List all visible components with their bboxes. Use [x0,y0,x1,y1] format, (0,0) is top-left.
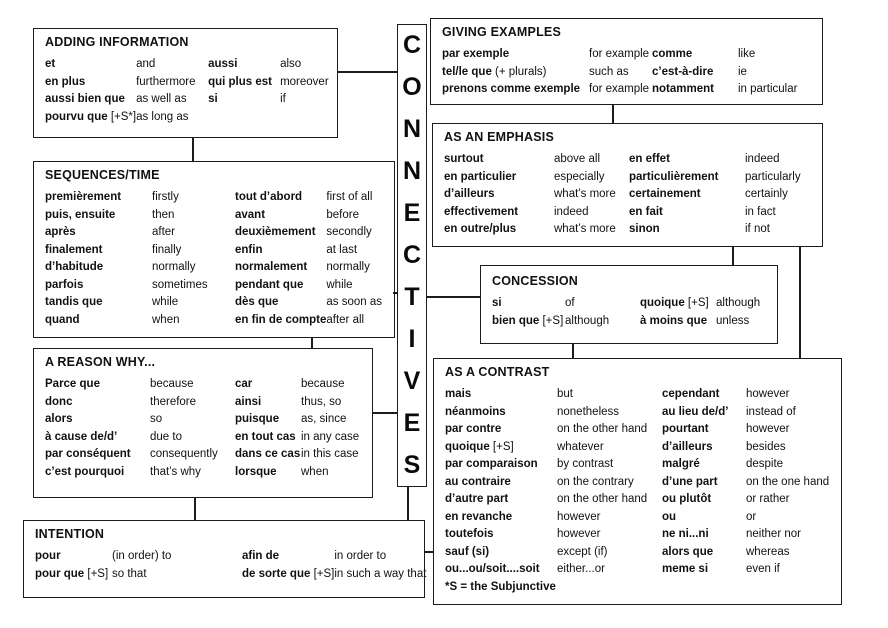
box-title: AS AN EMPHASIS [444,130,554,144]
english-translation: on the contrary [557,475,634,488]
french-term: prenons comme exemple [442,83,581,95]
vocab-row [492,313,760,331]
grammar-note: (+ plurals) [495,65,547,78]
english-translation: certainly [745,188,788,200]
english-translation: in such a way that [334,567,427,580]
english-translation: however [557,510,601,523]
french-term: meme si [662,563,709,575]
french-term: en fait [629,205,663,218]
french-term: à moins que [640,314,708,327]
french-term: parfois [45,278,84,291]
connector-line [338,71,397,73]
french-term: quoique [+S] [640,297,709,309]
french-term: ainsi [235,395,262,408]
french-term [662,579,746,597]
vocab-row [445,456,829,474]
english-translation: firstly [152,191,179,203]
connector-line [407,487,409,520]
connectives-letter: N [402,115,422,144]
connector-line [311,338,313,348]
vocab-row [45,242,382,260]
french-term: ou...ou/soit....soit [445,563,540,575]
english-translation: of [565,297,575,309]
french-term: bien que [+S] [492,314,564,327]
french-term: si [492,297,502,309]
french-term: aussi [208,58,238,70]
english-translation: but [557,388,573,400]
english-translation: so [150,413,163,425]
english-translation: however [557,528,601,540]
vocab-row [45,312,382,330]
vocab-row [444,169,801,187]
vocab-table [492,295,760,330]
french-term: premièrement [45,191,122,203]
connector-line [194,498,196,520]
english-translation: sometimes [152,278,208,291]
vocab-row [442,81,797,99]
vocab-row [45,429,359,447]
vocab-row [45,464,359,482]
french-term: pourtant [662,423,709,435]
grammar-note: [+S] [687,297,709,309]
vocab-row [444,204,801,222]
english-translation: whatever [557,440,604,453]
english-translation: so that [112,567,147,580]
english-translation: on the one hand [746,475,830,488]
french-term: d’habitude [45,261,104,273]
french-term: d’ailleurs [444,188,495,200]
french-term: tout d’abord [235,191,303,203]
french-term: au lieu de/d’ [662,405,729,418]
french-term: en plus [45,75,86,88]
vocab-row [445,561,829,579]
english-translation: despite [746,458,784,470]
english-translation: if not [745,223,770,235]
english-translation: although [565,314,610,327]
english-translation: on the other hand [557,423,648,435]
connector-line [192,138,194,161]
french-term: par conséquent [45,448,131,460]
vocab-row [445,474,829,492]
box-title: INTENTION [35,527,105,541]
english-translation: if [280,93,286,105]
french-term: sauf (si) [445,545,490,558]
english-translation: either...or [557,563,605,575]
french-term: en outre/plus [444,223,517,235]
english-translation [280,109,329,127]
connectives-letter: N [402,157,422,186]
english-translation: whereas [746,545,790,558]
grammar-note: [+S*] [110,110,137,123]
vocab-row [45,446,359,464]
french-term: d’ailleurs [662,440,713,453]
vocab-row [35,548,426,566]
english-translation: finally [152,243,182,256]
english-translation: consequently [150,448,218,460]
english-translation: ie [738,65,747,78]
english-translation: especially [554,170,605,183]
connectives-letter: C [402,31,422,60]
vocab-row [45,376,359,394]
box-reason-why [33,348,373,498]
english-translation: however [746,388,790,400]
french-term: pourvu que [+S*] [45,110,137,123]
center-connectives-box [397,24,427,487]
english-translation: thus, so [301,395,342,408]
connectives-letter: V [403,366,421,395]
connectives-letter: E [403,408,421,437]
vocab-row [445,439,829,457]
vocab-row [445,544,829,562]
english-translation: or [746,510,757,523]
french-term: Parce que [45,378,100,390]
french-term: effectivement [444,205,519,218]
french-term: alors que [662,545,714,558]
connector-line [373,412,397,414]
french-term: deuxièmement [235,226,316,238]
french-term: enfin [235,243,263,256]
french-term: mais [445,388,472,400]
english-translation: while [152,296,179,308]
grammar-note: [+S] [87,567,109,580]
french-term: puis, ensuite [45,208,116,221]
box-title: A REASON WHY... [45,355,156,369]
french-term: par contre [445,423,502,435]
french-term: néanmoins [445,405,506,418]
vocab-row [45,294,382,312]
english-translation: however [746,423,790,435]
french-term [208,109,280,127]
vocab-table [35,548,426,583]
french-term: quoique [+S] [445,440,514,453]
french-term: aussi bien que [45,93,125,105]
french-term: afin de [242,550,280,562]
french-term: dans ce cas [235,448,301,460]
french-term: lorsque [235,465,277,478]
grammar-note: [+S] [492,440,514,453]
english-translation: or rather [746,493,790,505]
english-translation: as, since [301,413,347,425]
vocab-row [45,277,382,295]
vocab-row [45,109,329,127]
grammar-note: [+S] [313,567,335,580]
french-term: donc [45,395,73,408]
vocab-row [445,579,829,597]
vocab-table [45,56,329,126]
vocab-row [442,64,797,82]
english-translation: at last [326,243,358,256]
french-term: malgré [662,458,700,470]
english-translation: in this case [301,448,359,460]
english-translation: particularly [745,170,801,183]
english-translation: after [152,226,176,238]
connector-line [393,292,398,294]
english-translation: normally [326,261,370,273]
connector-line [572,344,574,358]
french-term: puisque [235,413,280,425]
vocab-row [445,386,829,404]
connectives-letter: S [403,450,421,479]
english-translation: indeed [554,205,589,218]
english-translation: due to [150,430,182,443]
box-title: AS A CONTRAST [445,365,550,379]
french-term: par exemple [442,48,510,60]
french-term: toutefois [445,528,494,540]
english-translation: furthermore [136,75,196,88]
english-translation: therefore [150,395,197,408]
english-translation: unless [716,314,750,327]
french-term: ou [662,510,677,523]
french-term: c’est pourquoi [45,465,125,478]
vocab-row [445,509,829,527]
box-adding-information [33,28,338,138]
box-as-a-contrast [433,358,842,605]
english-translation: because [150,378,194,390]
connectives-letter: T [404,282,420,311]
english-translation: although [716,297,761,309]
french-term: notamment [652,83,714,95]
connector-line [425,551,434,553]
french-term: ne ni...ni [662,528,709,540]
english-translation: even if [746,563,780,575]
box-title: CONCESSION [492,274,579,288]
english-translation: for example [589,48,650,60]
english-translation: indeed [745,153,780,165]
english-translation: nonetheless [557,405,620,418]
connector-line [732,247,734,265]
english-translation: as long as [136,110,189,123]
english-translation: in any case [301,430,360,443]
english-translation: in order to [334,550,387,562]
english-translation: such as [589,65,629,78]
english-translation: after all [326,313,365,326]
english-translation: in fact [745,205,776,218]
vocab-row [445,421,829,439]
french-term: au contraire [445,475,511,488]
english-translation [557,579,662,597]
french-term: en fin de compte [235,313,327,326]
french-term: dès que [235,296,279,308]
french-term: c’est-à-dire [652,65,714,78]
english-translation: what’s more [554,223,616,235]
french-term: comme [652,48,693,60]
english-translation: what’s more [554,188,616,200]
english-translation: moreover [280,75,329,88]
english-translation: before [326,208,359,221]
english-translation: in particular [738,83,798,95]
box-title: GIVING EXAMPLES [442,25,561,39]
box-giving-examples [430,18,823,105]
english-translation: when [301,465,329,478]
vocab-row [444,186,801,204]
vocab-row [45,74,329,92]
english-translation: as soon as [326,296,382,308]
vocab-row [442,46,797,64]
french-term: par comparaison [445,458,538,470]
vocab-table [444,151,801,239]
french-term: tandis que [45,296,103,308]
english-translation: above all [554,153,601,165]
connector-line [612,105,614,123]
english-translation: instead of [746,405,796,418]
french-term: alors [45,413,73,425]
box-sequences-time [33,161,395,338]
french-term: sinon [629,223,660,235]
connector-line [427,296,480,298]
vocab-row [445,526,829,544]
box-intention [23,520,425,598]
vocab-row [45,189,382,207]
english-translation: like [738,48,756,60]
connectives-letter: E [403,199,421,228]
french-term: pendant que [235,278,304,291]
vocab-row [45,91,329,109]
french-term: en revanche [445,510,513,523]
english-translation: while [326,278,353,291]
box-title: ADDING INFORMATION [45,35,189,49]
english-translation: on the other hand [557,493,648,505]
vocab-row [445,491,829,509]
french-term: qui plus est [208,75,272,88]
vocab-row [45,56,329,74]
english-translation: secondly [326,226,372,238]
english-translation [746,579,829,597]
grammar-note: [+S] [542,314,564,327]
english-translation: and [136,58,156,70]
french-term: si [208,93,218,105]
french-term: particulièrement [629,170,719,183]
french-term: ou plutôt [662,493,712,505]
vocab-row [492,295,760,313]
french-term: pour que [+S] [35,567,109,580]
french-term: après [45,226,76,238]
french-term: à cause de/d’ [45,430,118,443]
french-term: tel/le que (+ plurals) [442,65,547,78]
vocab-row [45,394,359,412]
english-translation: (in order) to [112,550,172,562]
english-translation: neither nor [746,528,801,540]
connector-line [799,247,801,358]
french-term: normalement [235,261,308,273]
vocab-table [45,189,382,329]
french-term: *S = the Subjunctive [445,580,556,593]
french-term: d’une part [662,475,718,488]
english-translation: except (if) [557,545,608,558]
vocab-row [35,566,426,584]
french-term: cependant [662,388,720,400]
vocab-row [444,221,801,239]
french-term: finalement [45,243,103,256]
connectives-letter: I [408,324,416,353]
vocab-table [445,386,829,596]
english-translation: besides [746,440,786,453]
english-translation: then [152,208,175,221]
vocab-row [445,404,829,422]
english-translation: normally [152,261,196,273]
box-as-an-emphasis [432,123,823,247]
french-term: avant [235,208,266,221]
english-translation: that’s why [150,465,201,478]
french-term: certainement [629,188,701,200]
vocab-row [444,151,801,169]
french-term: pour [35,550,61,562]
vocab-table [442,46,797,99]
french-term: car [235,378,253,390]
english-translation: as well as [136,93,187,105]
french-term: en effet [629,153,670,165]
french-term: en tout cas [235,430,296,443]
connectives-letter: C [402,240,422,269]
french-term: quand [45,313,80,326]
vocab-row [45,207,382,225]
box-concession [480,265,778,344]
french-term: surtout [444,153,484,165]
french-term: en particulier [444,170,517,183]
french-term: et [45,58,56,70]
english-translation: for example [589,83,650,95]
french-term: d’autre part [445,493,509,505]
box-title: SEQUENCES/TIME [45,168,160,182]
vocab-row [45,411,359,429]
english-translation: because [301,378,345,390]
english-translation: first of all [326,191,373,203]
vocab-row [45,224,382,242]
english-translation: by contrast [557,458,614,470]
english-translation: when [152,313,180,326]
french-term: de sorte que [+S] [242,567,335,580]
vocab-row [45,259,382,277]
connectives-letter: O [402,73,422,102]
vocab-table [45,376,359,481]
english-translation: also [280,58,302,70]
